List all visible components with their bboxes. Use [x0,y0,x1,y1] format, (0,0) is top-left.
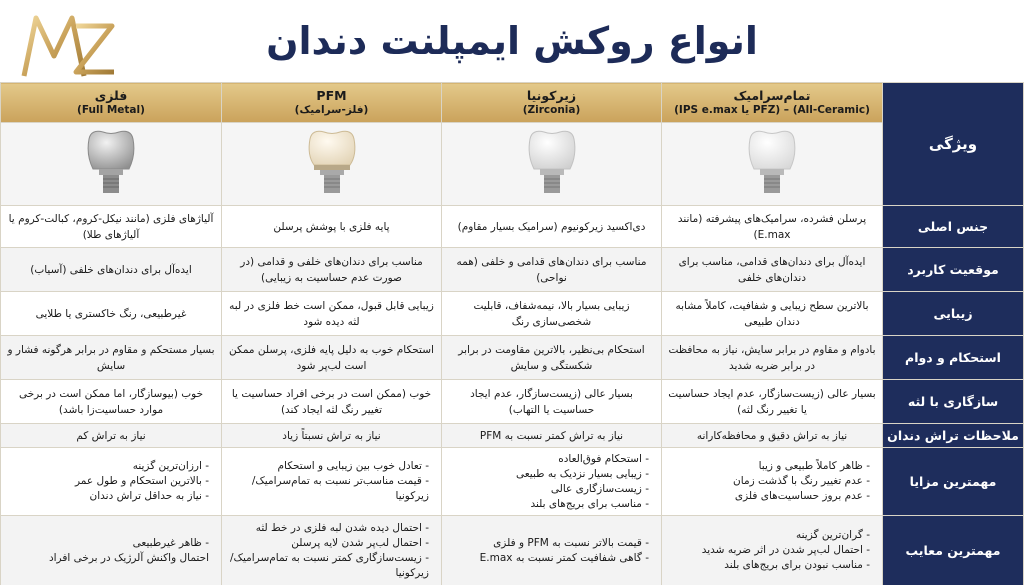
ceramic-crown-icon [742,127,802,197]
table-cell [662,516,883,585]
row-label-tooth-preparation: ملاحظات تراش دندان [883,424,1024,448]
list-item: - مناسب برای بریج‌های بلند [530,497,649,510]
table-cell [222,516,442,585]
list-item: - احتمال دیده شدن لبه فلزی در خط لثه [255,521,429,534]
mz-logo [14,6,124,86]
row-label-aesthetics: زیبایی [883,292,1024,336]
list-item: - گران‌ترین گزینه [795,529,870,541]
table-cell [662,448,883,516]
column-name: PFM [316,87,347,103]
list-item: - تعادل خوب بین زیبایی و استحکام [277,460,429,472]
metal-crown-icon [81,127,141,197]
table-cell: استحکام بی‌نظیر، بالاترین مقاومت در برابر شکستگی و سایش [442,336,662,380]
table-cell: ایده‌آل برای دندان‌های خلفی (آسیاب) [1,248,222,292]
table-cell: پایه فلزی با پوشش پرسلن [222,206,442,248]
list-item: احتمال واکنش آلرژیک در برخی افراد [48,551,209,564]
list-item: - مناسب نبودن برای بریج‌های بلند [724,559,870,571]
column-subtitle: (فلز-سرامیک) [294,103,369,116]
zirconia-crown-cell [442,123,662,206]
table-cell: زیبایی قابل قبول، ممکن است خط فلزی در لبه لثه دیده شود [222,292,442,336]
table-cell: استحکام خوب به دلیل پایه فلزی، پرسلن ممکن است لب‌پر شود [222,336,442,380]
page-title: انواع روکش ایمپلنت دندان [266,19,758,63]
table-cell: بالاترین سطح زیبایی و شفافیت، کاملاً مشابه دندان طبیعی [662,292,883,336]
list-item: - قیمت بالاتر نسبت به PFM و فلزی [493,536,649,549]
list-item: - زیست‌سازگاری عالی [550,482,649,495]
column-name: تمام‌سرامیک [733,87,811,103]
table-cell: بسیار مستحکم و مقاوم در برابر هرگونه فشار و سایش [1,336,222,380]
table-cell: بسیار عالی (زیست‌سازگار، عدم ایجاد حساسیت یا التهاب) [442,380,662,424]
column-header-pfm [222,83,442,123]
table-cell [442,448,662,516]
list-item: - گاهی شفافیت کمتر نسبت به E.max [479,551,649,564]
table-cell [1,516,222,585]
list-item: - قیمت مناسب‌تر نسبت به تمام‌سرامیک/زیرکونیا [251,475,429,502]
list-item: - استحکام فوق‌العاده [558,452,649,465]
table-cell: مناسب برای دندان‌های قدامی و خلفی (همه نواحی) [442,248,662,292]
row-label-disadvantages: مهمترین معایب [883,516,1024,585]
table-cell: ایده‌آل برای دندان‌های قدامی، مناسب برای دندان‌های خلفی [662,248,883,292]
column-subtitle: (All-Ceramic) – (PFZ یا IPS e.max) [674,103,870,116]
list-item: - ارزان‌ترین گزینه [132,460,209,472]
table-cell [1,448,222,516]
row-label-usage: موقعیت کاربرد [883,248,1024,292]
list-item: - عدم بروز حساسیت‌های فلزی [734,490,870,502]
table-cell: بسیار عالی (زیست‌سازگار، عدم ایجاد حساسیت یا تغییر رنگ لثه) [662,380,883,424]
pfm-crown-cell [222,123,442,206]
table-cell: خوب (ممکن است در برخی افراد حساسیت یا تغییر رنگ لثه ایجاد کند) [222,380,442,424]
list-item: - زیبایی بسیار نزدیک به طبیعی [515,467,649,480]
column-name: زیرکونیا [526,87,577,103]
table-cell [442,516,662,585]
feature-header: ویژگی [883,83,1024,206]
table-cell: بادوام و مقاوم در برابر سایش، نیاز به محافظت در برابر ضربه شدید [662,336,883,380]
list-item: - ظاهر کاملاً طبیعی و زیبا [758,460,870,472]
table-cell: پرسلن فشرده، سرامیک‌های پیشرفته (مانند E.max) [662,206,883,248]
pfm-crown-icon [302,127,362,197]
column-subtitle: (Full Metal) [77,103,145,116]
table-cell: نیاز به تراش کم [1,424,222,448]
list-item: - احتمال لب‌پر شدن لایه پرسلن [291,536,429,549]
table-cell: نیاز به تراش نسبتاً زیاد [222,424,442,448]
table-cell [222,448,442,516]
table-cell: دی‌اکسید زیرکونیوم (سرامیک بسیار مقاوم) [442,206,662,248]
comparison-table [0,82,1024,585]
row-label-strength: استحکام و دوام [883,336,1024,380]
column-subtitle: (Zirconia) [522,103,581,116]
list-item: - زیست‌سازگاری کمتر نسبت به تمام‌سرامیک/زیرکونیا [230,551,429,579]
column-header-zirconia [442,83,662,123]
table-cell: غیرطبیعی، رنگ خاکستری یا طلایی [1,292,222,336]
zirconia-crown-icon [522,127,582,197]
list-item: - نیاز به حداقل تراش دندان [89,490,209,502]
table-cell: مناسب برای دندان‌های خلفی و قدامی (در صورت عدم حساسیت به زیبایی) [222,248,442,292]
list-item: - احتمال لب‌پر شدن در اثر ضربه شدید [701,544,870,556]
row-label-material: جنس اصلی [883,206,1024,248]
table-cell: زیبایی بسیار بالا، نیمه‌شفاف، قابلیت شخصی‌سازی رنگ [442,292,662,336]
ceramic-crown-cell [662,123,883,206]
column-name: فلزی [94,87,128,103]
table-cell: نیاز به تراش کمتر نسبت به PFM [442,424,662,448]
list-item: - ظاهر غیرطبیعی [132,536,209,549]
table-cell: آلیاژهای فلزی (مانند نیکل-کروم، کبالت-کروم یا آلیاژهای طلا) [1,206,222,248]
list-item: - بالاترین استحکام و طول عمر [75,475,209,487]
row-label-gum-compatibility: سازگاری با لثه [883,380,1024,424]
list-item: - عدم تغییر رنگ با گذشت زمان [733,475,870,487]
metal-crown-cell [1,123,222,206]
column-header-metal [1,83,222,123]
row-label-advantages: مهمترین مزایا [883,448,1024,516]
table-cell: خوب (بیوسازگار، اما ممکن است در برخی موارد حساسیت‌زا باشد) [1,380,222,424]
column-header-all-ceramic [662,83,883,123]
table-cell: نیاز به تراش دقیق و محافظه‌کارانه [662,424,883,448]
